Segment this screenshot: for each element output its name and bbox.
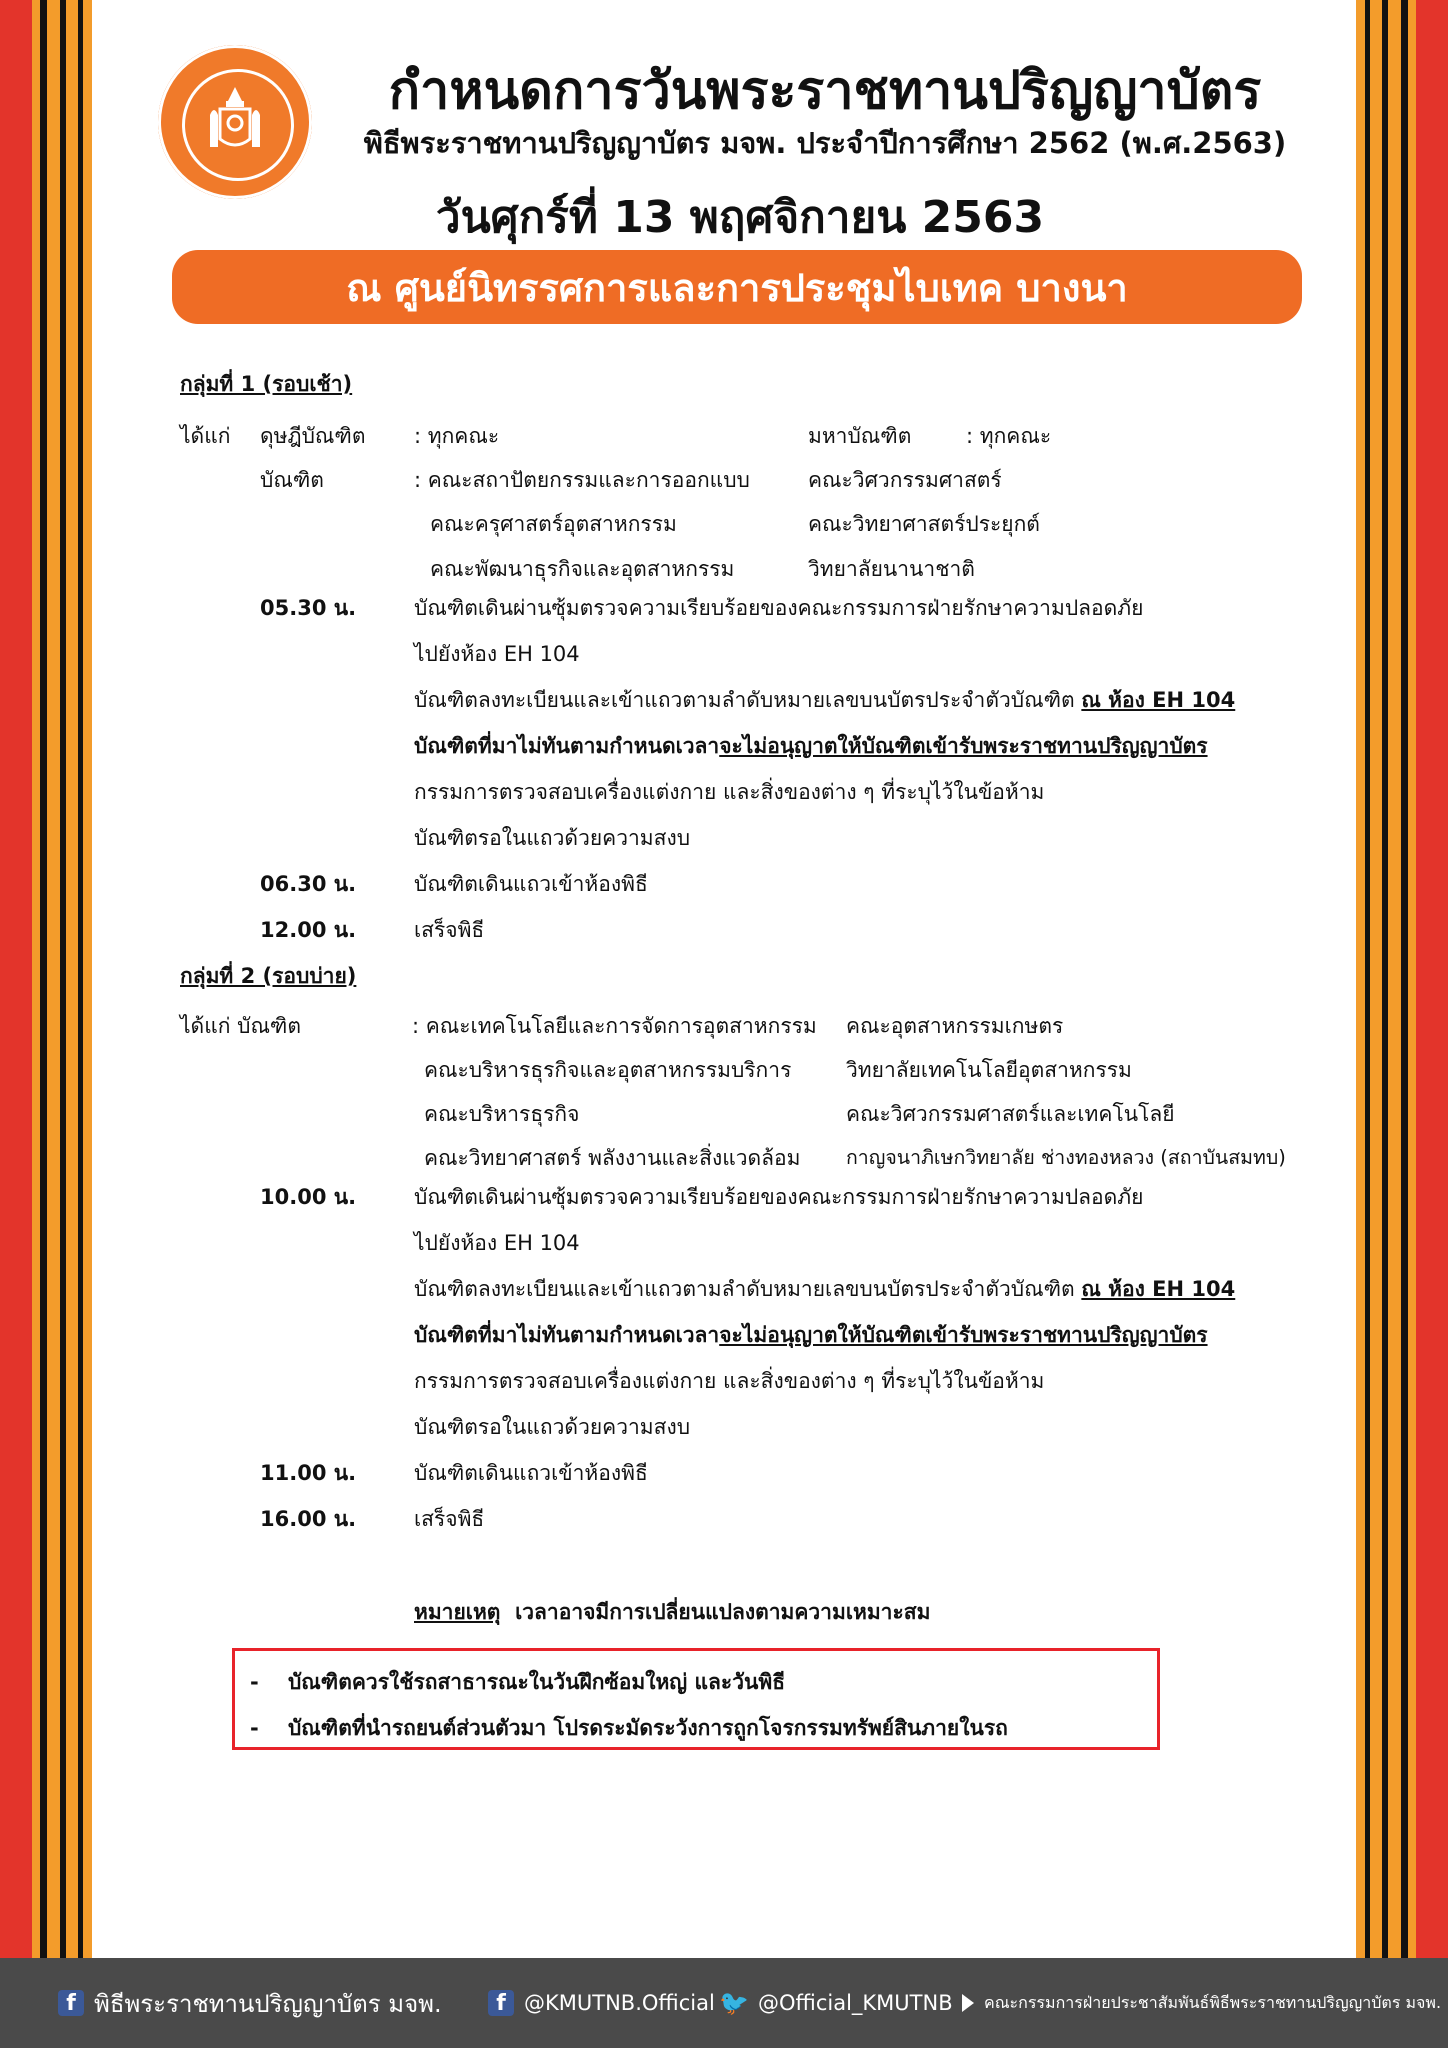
footer-committee bbox=[962, 1991, 1441, 2016]
schedule-text: บัณฑิตเดินแถวเข้าห้องพิธี bbox=[414, 872, 648, 896]
schedule-text: กรรมการตรวจสอบเครื่องแต่งกาย และสิ่งของต่าง ๆ ที่ระบุไว้ในข้อห้าม bbox=[414, 1369, 1045, 1393]
list-item: วิทยาลัยนานาชาติ bbox=[808, 557, 975, 581]
note-label: หมายเหตุ bbox=[414, 1600, 501, 1624]
list-item: คณะพัฒนาธุรกิจและอุตสาหกรรม bbox=[430, 557, 735, 581]
footer-committee-label: คณะกรรมการฝ่ายประชาสัมพันธ์พิธีพระราชทานปริญญาบัตร มจพ. bbox=[984, 1992, 1442, 2012]
schedule-text: ไปยังห้อง EH 104 bbox=[414, 642, 580, 666]
list-item: คณะวิศวกรรมศาสตร์และเทคโนโลยี bbox=[846, 1102, 1175, 1126]
group1-doctoral-value: : ทุกคณะ bbox=[414, 424, 500, 448]
list-item: คณะวิทยาศาสตร์ พลังงานและสิ่งแวดล้อม bbox=[424, 1146, 801, 1170]
group1-masters-value: : ทุกคณะ bbox=[966, 424, 1052, 448]
ceremony-subtitle: พิธีพระราชทานปริญญาบัตร มจพ. ประจำปีการศึกษา 2562 (พ.ศ.2563) bbox=[363, 126, 1287, 160]
late-warning bbox=[414, 1319, 1208, 1352]
notice-item: - บัณฑิตที่นำรถยนต์ส่วนตัวมา โปรดระมัดระวังการถูกโจรกรรมทรัพย์สินภายในรถ bbox=[250, 1716, 1008, 1740]
footer-twitter[interactable] bbox=[720, 1991, 953, 2015]
ceremony-date: วันศุกร์ที่ 13 พฤศจิกายน 2563 bbox=[435, 192, 1045, 243]
university-logo bbox=[158, 45, 312, 199]
group2-time-1: 10.00 น. bbox=[260, 1185, 357, 1209]
list-item: : คณะสถาปัตยกรรมและการออกแบบ bbox=[414, 468, 750, 492]
note-line bbox=[414, 1596, 930, 1629]
group1-masters: มหาบัณฑิต bbox=[808, 424, 912, 448]
late-warning-part: บัณฑิตที่มาไม่ทันตามกำหนดเวลา bbox=[414, 734, 720, 758]
venue-banner bbox=[172, 250, 1302, 324]
late-warning-emphasis: จะไม่อนุญาตให้บัณฑิตเข้ารับพระราชทานปริญญาบัตร bbox=[719, 734, 1208, 758]
schedule-text: เสร็จพิธี bbox=[414, 1507, 485, 1531]
list-item: คณะบริหารธุรกิจ bbox=[424, 1102, 580, 1126]
schedule-text: บัณฑิตรอในแถวด้วยความสงบ bbox=[414, 1415, 691, 1439]
late-warning-emphasis: จะไม่อนุญาตให้บัณฑิตเข้ารับพระราชทานปริญญาบัตร bbox=[719, 1323, 1208, 1347]
schedule-text: กรรมการตรวจสอบเครื่องแต่งกาย และสิ่งของต่าง ๆ ที่ระบุไว้ในข้อห้าม bbox=[414, 780, 1045, 804]
facebook-icon: f bbox=[488, 1990, 514, 2016]
group1-doctoral: ดุษฎีบัณฑิต bbox=[260, 424, 366, 448]
list-item: คณะบริหารธุรกิจและอุตสาหกรรมบริการ bbox=[424, 1058, 792, 1082]
left-stripe bbox=[40, 0, 47, 1958]
footer-facebook-page[interactable] bbox=[58, 1984, 442, 2023]
notice-item: - บัณฑิตควรใช้รถสาธารณะในวันฝึกซ้อมใหญ่ และวันพิธี bbox=[250, 1670, 786, 1694]
facebook-icon: f bbox=[58, 1990, 84, 2016]
list-item: คณะครุศาสตร์อุตสาหกรรม bbox=[430, 512, 677, 536]
schedule-text: บัณฑิตเดินผ่านซุ้มตรวจความเรียบร้อยของคณะกรรมการฝ่ายรักษาความปลอดภัย bbox=[414, 1185, 1144, 1209]
schedule-text: ไปยังห้อง EH 104 bbox=[414, 1231, 580, 1255]
list-item: : คณะเทคโนโลยีและการจัดการอุตสาหกรรม bbox=[412, 1014, 817, 1038]
late-warning-part: บัณฑิตที่มาไม่ทันตามกำหนดเวลา bbox=[414, 1323, 720, 1347]
schedule-text: บัณฑิตเดินแถวเข้าห้องพิธี bbox=[414, 1461, 648, 1485]
notice-item-text: บัณฑิตที่นำรถยนต์ส่วนตัวมา โปรดระมัดระวังการถูกโจรกรรมทรัพย์สินภายในรถ bbox=[287, 1716, 1008, 1740]
play-arrow-icon bbox=[962, 1994, 974, 2012]
schedule-text: บัณฑิตเดินผ่านซุ้มตรวจความเรียบร้อยของคณะกรรมการฝ่ายรักษาความปลอดภัย bbox=[414, 596, 1144, 620]
footer-facebook-official[interactable] bbox=[488, 1990, 715, 2016]
crest-icon bbox=[206, 85, 264, 157]
group1-bachelor: บัณฑิต bbox=[260, 468, 324, 492]
page-title: กำหนดการวันพระราชทานปริญญาบัตร bbox=[388, 61, 1262, 121]
schedule-text: เสร็จพิธี bbox=[414, 918, 485, 942]
group2-heading: กลุ่มที่ 2 (รอบบ่าย) bbox=[180, 964, 357, 988]
list-item: วิทยาลัยเทคโนโลยีอุตสาหกรรม bbox=[846, 1058, 1132, 1082]
footer-facebook-official-label: @KMUTNB.Official bbox=[524, 1991, 715, 2015]
note-text: เวลาอาจมีการเปลี่ยนแปลงตามความเหมาะสม bbox=[515, 1600, 931, 1624]
room-highlight: ณ ห้อง EH 104 bbox=[1081, 1277, 1236, 1301]
schedule-text-part: บัณฑิตลงทะเบียนและเข้าแถวตามลำดับหมายเลขบนบัตรประจำตัวบัณฑิต bbox=[414, 688, 1075, 712]
list-item: คณะวิศวกรรมศาสตร์ bbox=[808, 468, 1002, 492]
group1-time-1: 05.30 น. bbox=[260, 596, 357, 620]
notice-item-text: บัณฑิตควรใช้รถสาธารณะในวันฝึกซ้อมใหญ่ และวันพิธี bbox=[287, 1670, 786, 1694]
group2-time-2: 11.00 น. bbox=[260, 1461, 357, 1485]
schedule-text: บัณฑิตรอในแถวด้วยความสงบ bbox=[414, 826, 691, 850]
footer-facebook-page-label: พิธีพระราชทานปริญญาบัตร มจพ. bbox=[94, 1989, 442, 2018]
room-highlight: ณ ห้อง EH 104 bbox=[1081, 688, 1236, 712]
footer-twitter-label: @Official_KMUTNB bbox=[758, 1991, 953, 2015]
right-stripe bbox=[1365, 0, 1370, 1958]
venue-text: ณ ศูนย์นิทรรศการและการประชุมไบเทค บางนา bbox=[346, 265, 1128, 310]
group2-for-label: ได้แก่ บัณฑิต bbox=[180, 1014, 302, 1038]
list-item: คณะอุตสาหกรรมเกษตร bbox=[846, 1014, 1064, 1038]
left-red-border bbox=[0, 0, 32, 1958]
group1-time-2: 06.30 น. bbox=[260, 872, 357, 896]
group1-heading: กลุ่มที่ 1 (รอบเช้า) bbox=[180, 372, 353, 396]
schedule-text bbox=[414, 684, 1235, 717]
list-item: กาญจนาภิเษกวิทยาลัย ช่างทองหลวง (สถาบันสมทบ) bbox=[846, 1146, 1286, 1169]
footer-bar bbox=[0, 1958, 1448, 2048]
right-stripe bbox=[1382, 0, 1388, 1958]
group2-time-3: 16.00 น. bbox=[260, 1507, 357, 1531]
schedule-text-part: บัณฑิตลงทะเบียนและเข้าแถวตามลำดับหมายเลขบนบัตรประจำตัวบัณฑิต bbox=[414, 1277, 1075, 1301]
left-stripe bbox=[78, 0, 83, 1958]
group1-time-3: 12.00 น. bbox=[260, 918, 357, 942]
list-item: คณะวิทยาศาสตร์ประยุกต์ bbox=[808, 512, 1040, 536]
left-stripe bbox=[60, 0, 66, 1958]
right-stripe bbox=[1401, 0, 1408, 1958]
twitter-icon: 🐦 bbox=[719, 1989, 749, 2017]
late-warning bbox=[414, 730, 1208, 763]
group1-for-label: ได้แก่ bbox=[180, 424, 231, 448]
right-red-border bbox=[1416, 0, 1448, 1958]
schedule-text bbox=[414, 1273, 1235, 1306]
